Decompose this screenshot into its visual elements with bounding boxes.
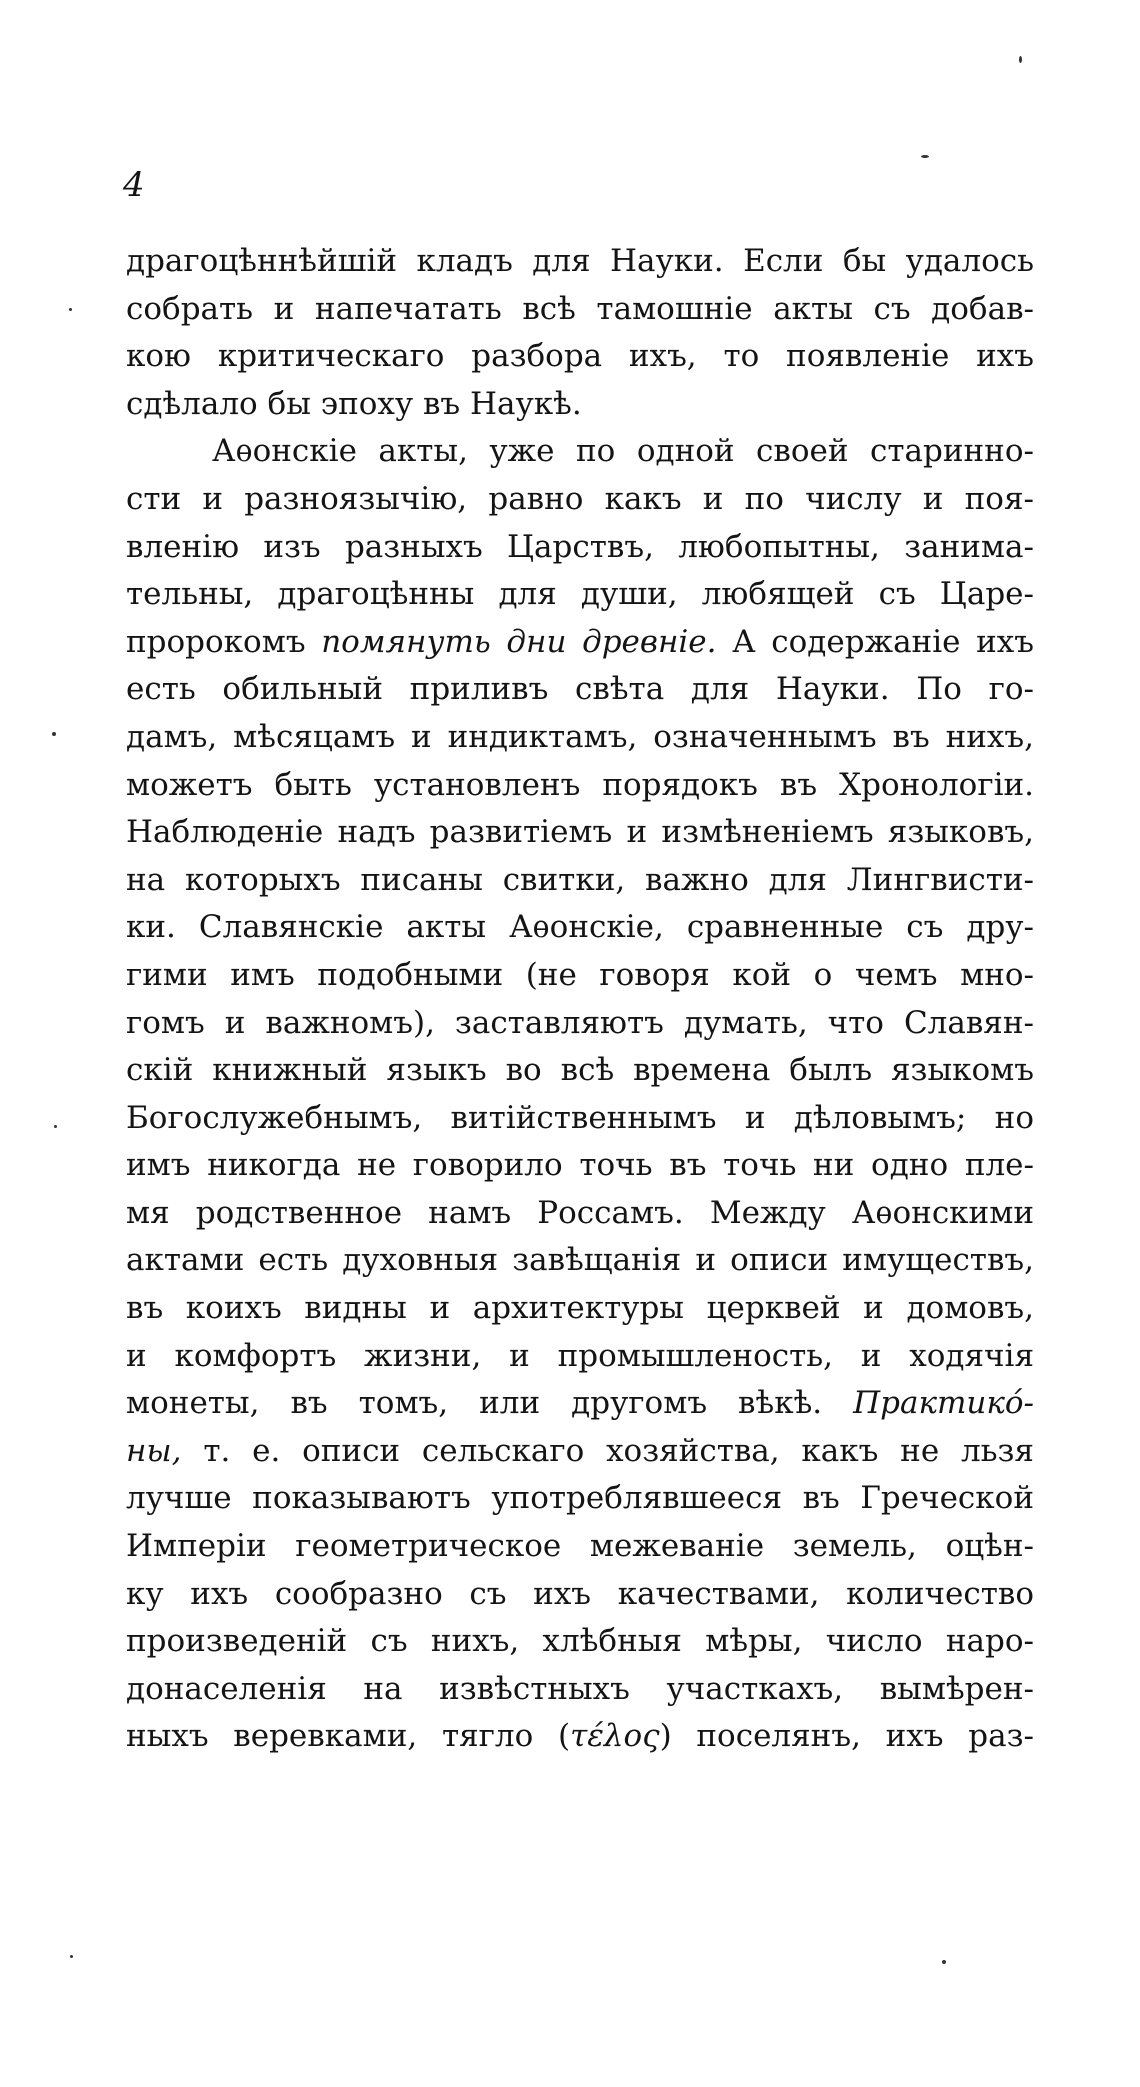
scan-speck [1019,56,1022,63]
italic-quote: помянуть дни древніе. [321,623,717,660]
text-line: актами есть духовныя завѣщанія и описи имуществъ, [126,1242,1034,1279]
text-line: и комфортъ жизни, и промышленость, и ходячія [126,1337,1034,1374]
text-line: ку ихъ сообразно съ ихъ качествами, количество [126,1575,1034,1612]
text-line: ныхъ веревками, тягло (τέλος) поселянъ, ихъ раз- [126,1718,1034,1755]
scan-speck [54,1125,57,1128]
text-line: въ коихъ видны и архитектуры церквей и домовъ, [126,1290,1034,1327]
page-number: 4 [123,165,145,205]
text-line: на которыхъ писаны свитки, важно для Лингвисти- [126,861,1034,898]
text-line: Наблюденіе надъ развитіемъ и измѣненіемъ языковъ, [126,814,1034,851]
text-line: Богослужебнымъ, витійственнымъ и дѣловымъ; но [126,1099,1034,1136]
italic-term: ны, [126,1432,182,1469]
text-line: тельны, драгоцѣнны для души, любящей съ Царе- [126,576,1034,613]
text-line: произведеній съ нихъ, хлѣбныя мѣры, число наро- [126,1623,1034,1660]
text-line: вленію изъ разныхъ Царствъ, любопытны, занима- [126,528,1034,565]
body-text [126,238,1034,1761]
text-line: сдѣлало бы эпоху въ Наукѣ. [126,385,582,422]
text-line: Аѳонскіе акты, уже по одной своей старинно- [212,433,1034,470]
text-line: дамъ, мѣсяцамъ и индиктамъ, означеннымъ въ нихъ, [126,718,1034,755]
text-line: лучше показываютъ употреблявшееся въ Греческой [126,1480,1034,1517]
text-line: пророкомъ помянуть дни древніе. А содержаніе ихъ [126,623,1034,660]
italic-term: Практико́- [853,1385,1034,1422]
text-line: мя родственное намъ Россамъ. Между Аѳонскими [126,1194,1034,1231]
text-line: гими имъ подобными (не говоря кой о чемъ мно- [126,956,1034,993]
greek-word: τέλος [570,1718,660,1755]
text-line: ки. Славянскіе акты Аѳонскіе, сравненные съ дру- [126,909,1034,946]
text-line: имъ никогда не говорило точь въ точь ни одно пле- [126,1147,1034,1184]
text-line: сти и разноязычію, равно какъ и по числу и поя- [126,480,1034,517]
text-line: можетъ быть установленъ порядокъ въ Хронологіи. [126,766,1034,803]
scan-speck [70,1955,73,1958]
scan-speck [52,732,56,736]
text-line: есть обильный приливъ свѣта для Науки. По го- [126,671,1034,708]
text-line: гомъ и важномъ), заставляютъ думать, что Славян- [126,1004,1034,1041]
text-line: собрать и напечатать всѣ тамошніе акты съ добав- [126,290,1034,327]
scan-speck [921,155,929,158]
scan-speck [942,1960,946,1964]
text-line: драгоцѣннѣйшій кладъ для Науки. Если бы удалось [126,243,1034,279]
text-line: скій книжный языкъ во всѣ времена былъ языкомъ [126,1052,1034,1089]
text-line: Имперіи геометрическое межеваніе земель, оцѣн- [126,1528,1034,1565]
text-line: монеты, въ томъ, или другомъ вѣкѣ. Практико́- [126,1385,1034,1422]
text-line: кою критическаго разбора ихъ, то появленіе ихъ [126,338,1034,375]
text-line: ны, т. е. описи сельскаго хозяйства, какъ не льзя [126,1432,1034,1469]
text-line: донаселенія на извѣстныхъ участкахъ, вымѣрен- [126,1670,1034,1707]
scan-speck [69,308,72,311]
